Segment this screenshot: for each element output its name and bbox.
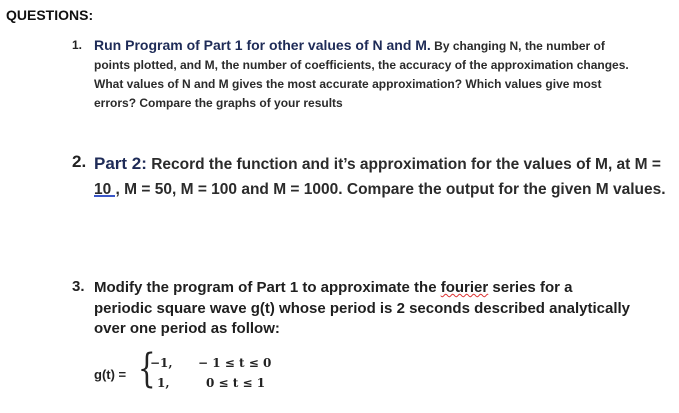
question-3-text	[94, 278, 632, 340]
question-3	[72, 278, 632, 340]
question-3-text-a: Modify the program of Part 1 to approximate the	[94, 279, 441, 296]
question-1-text	[94, 36, 632, 113]
question-1	[72, 36, 632, 113]
question-1-lead: Run Program of Part 1 for other values of N and M.	[94, 37, 431, 53]
question-2-lead: Part 2:	[94, 154, 147, 173]
question-3-number: 3.	[72, 278, 85, 295]
question-2-text-a: Record the function and it’s approximation for the values of M, at M =	[146, 156, 661, 173]
question-2-text	[94, 152, 672, 202]
question-2	[72, 152, 672, 202]
question-1-number: 1.	[72, 38, 83, 52]
case-1-value: −1,	[150, 356, 173, 370]
formula-label: g(t) =	[94, 367, 127, 382]
question-1-rest: By changing N, the number of points plotted, and M, the number of coefficients, the accuracy of the approximation changes. What values of N and M gives the most accurate approximation? Which values give most errors? Compare the graphs of your results	[94, 39, 629, 110]
spellcheck-flagged-word[interactable]: fourier	[440, 279, 489, 296]
left-brace: {	[137, 346, 156, 392]
case-2-value: 1,	[157, 376, 170, 390]
question-2-text-b: M = 50, M = 100 and M = 1000. Compare the output for the given M values.	[119, 180, 666, 198]
question-2-underlined-value: 10 ,	[94, 180, 120, 198]
case-1-condition: − 1 ≤ t ≤ 0	[198, 356, 272, 370]
questions-heading: QUESTIONS:	[6, 7, 94, 23]
case-2-condition: 0 ≤ t ≤ 1	[206, 376, 266, 390]
question-2-number: 2.	[72, 152, 87, 171]
question-3-text-b: series for a periodic square wave g(t) whose period is 2 seconds described analytically over one period as follow:	[94, 279, 631, 337]
